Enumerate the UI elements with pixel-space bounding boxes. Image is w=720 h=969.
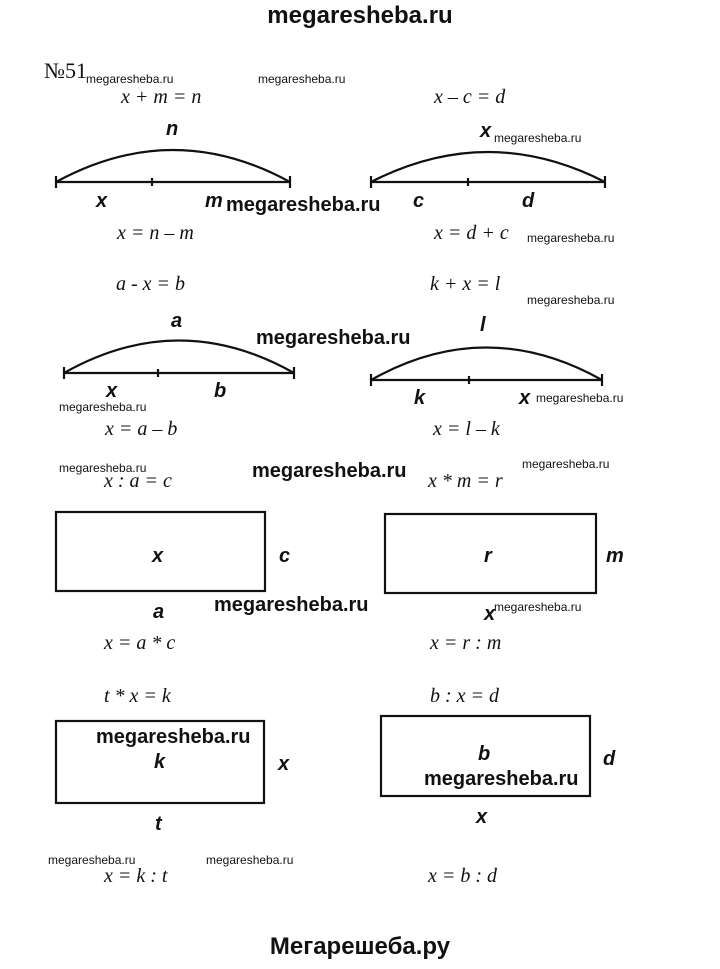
watermark: megaresheba.ru [522,457,610,471]
segment-left-label-4: k [414,387,426,409]
watermark: megaresheba.ru [258,72,346,86]
segment-diagram-4 [371,348,602,387]
watermark: megaresheba.ru [96,726,251,748]
watermark: megaresheba.ru [424,768,579,790]
watermark: megaresheba.ru [48,853,136,867]
watermark: megaresheba.ru [527,293,615,307]
segment-diagram-2 [371,152,605,188]
segment-left-label-2: c [413,190,425,212]
segment-left-label-1: x [96,190,108,212]
segment-right-label-1: m [205,190,223,212]
watermark: megaresheba.ru [494,600,582,614]
solution-4: x = l – k [433,418,500,440]
solution-3: x = a – b [105,418,178,440]
watermark: megaresheba.ru [226,194,381,216]
site-footer: Мегарешеба.ру [269,933,451,960]
watermark: megaresheba.ru [494,131,582,145]
watermark: megaresheba.ru [256,327,411,349]
segment-whole-label-4: l [480,314,486,336]
rectangle-side-bottom-label-5: a [153,601,165,623]
segment-whole-label-2: x [480,120,492,142]
segment-right-label-3: b [214,380,227,402]
segment-whole-label-3: a [171,310,183,332]
rectangle-side-right-label-5: c [279,545,291,567]
rectangle-area-label-8: b [478,743,491,765]
rectangle-side-right-label-7: x [278,753,290,775]
equation-7: t * x = k [104,685,171,707]
segment-whole-label-1: n [166,118,179,140]
segment-left-label-3: x [106,380,118,402]
rectangle-area-label-5: x [152,545,164,567]
solution-6: x = r : m [430,632,502,654]
segment-right-label-2: d [522,190,535,212]
rectangle-area-label-6: r [484,545,492,567]
equation-4: k + x = l [430,273,501,295]
rectangle-side-right-label-6: m [606,545,624,567]
equation-6: x * m = r [428,470,503,492]
watermark: megaresheba.ru [86,72,174,86]
equation-5: x : a = c [104,470,172,492]
rectangle-side-right-label-8: d [603,748,616,770]
watermark: megaresheba.ru [214,594,369,616]
watermark: megaresheba.ru [206,853,294,867]
equation-1: x + m = n [121,86,202,108]
solution-2: x = d + c [434,222,509,244]
equation-8: b : x = d [430,685,500,707]
watermark: megaresheba.ru [59,400,147,414]
solution-5: x = a * c [104,632,176,654]
watermark: megaresheba.ru [59,461,147,475]
solution-1: x = n – m [117,222,194,244]
segment-diagram-1 [56,150,290,188]
equation-3: a - x = b [116,273,186,295]
segment-right-label-4: x [519,387,531,409]
rectangle-side-bottom-label-6: x [484,603,496,625]
rectangle-side-bottom-label-8: x [476,806,488,828]
rectangle-side-bottom-label-7: t [155,813,162,835]
watermark: megaresheba.ru [527,231,615,245]
rectangle-area-label-7: k [154,751,166,773]
equation-2: x – c = d [434,86,506,108]
task-number: №51 [44,58,87,83]
solution-7: x = k : t [104,865,168,887]
solution-8: x = b : d [428,865,498,887]
watermark: megaresheba.ru [536,391,624,405]
site-header: megaresheba.ru [267,2,453,29]
watermark: megaresheba.ru [252,460,407,482]
